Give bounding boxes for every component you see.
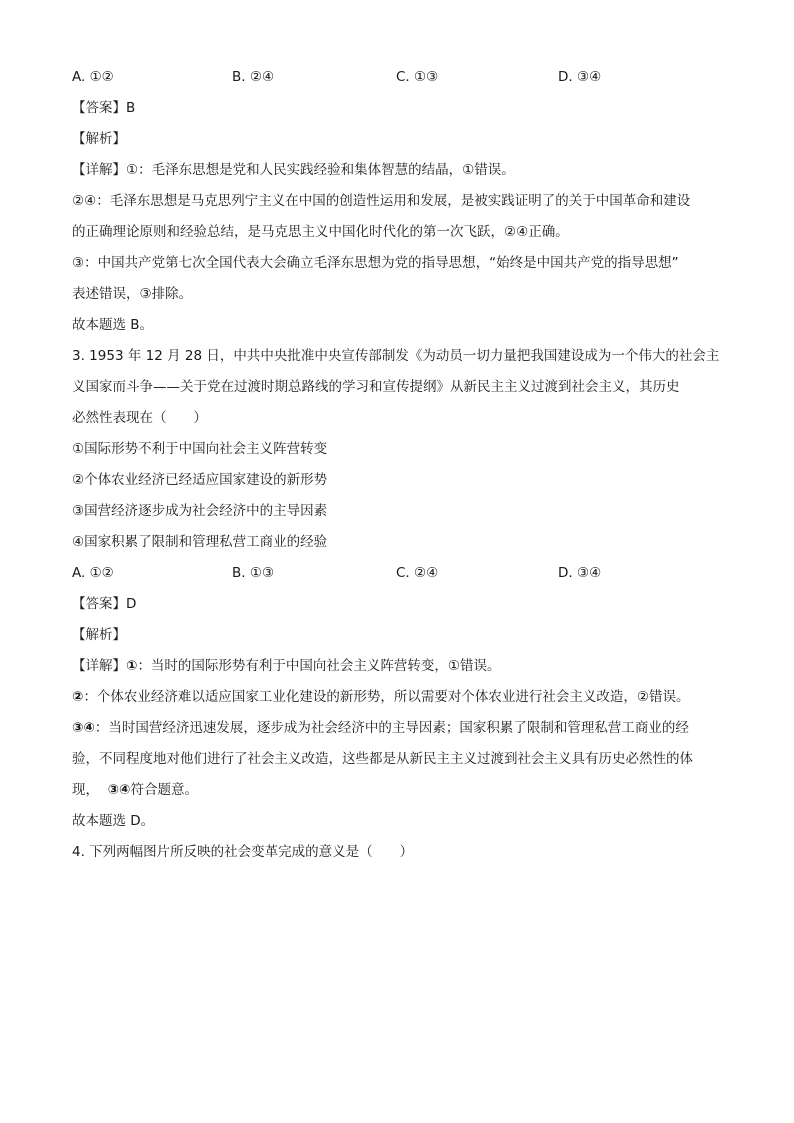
q3-option-a: A. ①② [72, 565, 114, 581]
q2-option-a: A. ①② [72, 69, 114, 85]
q3-stem-line-3: 必然性表现在（ ） [72, 410, 207, 426]
q2-answer [72, 93, 724, 124]
q3-detail-line-1 [72, 651, 724, 682]
q3-option-c: C. ②④ [396, 565, 439, 581]
q3-detail-mark-2: ② [72, 689, 84, 705]
document-page [72, 62, 724, 868]
q3-stem-line-1: 3. 1953 年 12 月 28 日，中共中央批准中央宣传部制发《为动员一切力量把我国建设成为一个伟大的社会主 [72, 348, 720, 364]
q3-detail-text-5-post: 符合题意。 [130, 782, 198, 798]
q3-detail-text-3: ：当时国营经济迅速发展，逐步成为社会经济中的主导因素；国家积累了限制和管理私营工商业的经 [94, 720, 689, 736]
q3-item-3: ③国营经济逐步成为社会经济中的主导因素 [72, 503, 328, 519]
q3-conclusion: 故本题选 D。 [72, 813, 155, 829]
q2-detail-line-1 [72, 155, 724, 186]
q3-answer [72, 589, 724, 620]
q3-option-b: B. ①③ [232, 565, 275, 581]
q2-answer-value: B [126, 100, 136, 116]
q3-item-4: ④国家积累了限制和管理私营工商业的经验 [72, 534, 328, 550]
q3-analysis-tag: 【解析】 [72, 627, 126, 643]
q3-detail-text-1: ：当时的国际形势有利于中国向社会主义阵营转变，①错误。 [137, 658, 501, 674]
q3-detail-mark-1: ① [126, 658, 138, 674]
q2-options [72, 62, 724, 93]
q3-detail-mark-3: ③④ [72, 720, 95, 736]
q3-detail-line-2 [72, 682, 724, 713]
q2-option-d: D. ③④ [558, 69, 602, 85]
q3-options [72, 558, 724, 589]
q3-detail-line-5 [72, 775, 724, 806]
q3-detail-line-4: 验，不同程度地对他们进行了社会主义改造，这些都是从新民主主义过渡到社会主义具有历史必然性的体 [72, 751, 693, 767]
q3-item-2: ②个体农业经济已经适应国家建设的新形势 [72, 472, 328, 488]
q2-analysis-tag: 【解析】 [72, 131, 126, 147]
q3-detail-text-2: ：个体农业经济难以适应国家工业化建设的新形势，所以需要对个体农业进行社会主义改造，②错误。 [83, 689, 690, 705]
q3-stem-line-2: 义国家而斗争——关于党在过渡时期总路线的学习和宣传提纲》从新民主主义过渡到社会主义，其历史 [72, 379, 680, 395]
q2-conclusion: 故本题选 B。 [72, 317, 154, 333]
q3-detail-text-5-pre: 现， [72, 782, 99, 798]
q3-option-d: D. ③④ [558, 565, 602, 581]
q2-option-b: B. ②④ [232, 69, 275, 85]
q3-detail-line-3 [72, 713, 724, 744]
q2-option-c: C. ①③ [396, 69, 439, 85]
q3-item-1: ①国际形势不利于中国向社会主义阵营转变 [72, 441, 328, 457]
q3-answer-tag: 【答案】 [72, 596, 126, 612]
q2-answer-tag: 【答案】 [72, 100, 126, 116]
q3-detail-tag: 【详解】 [72, 658, 126, 674]
q2-detail-line-2: ②④：毛泽东思想是马克思列宁主义在中国的创造性运用和发展，是被实践证明了的关于中国革命和建设 [72, 193, 691, 209]
q3-answer-value: D [126, 596, 137, 612]
q2-detail-line-3: 的正确理论原则和经验总结，是马克思主义中国化时代化的第一次飞跃，②④正确。 [72, 224, 569, 240]
q4-stem: 4. 下列两幅图片所反映的社会变革完成的意义是（ ） [72, 844, 414, 860]
q2-detail-line-5: 表述错误，③排除。 [72, 286, 193, 302]
q2-detail-line-4: ③：中国共产党第七次全国代表大会确立毛泽东思想为党的指导思想，“始终是中国共产党的指导思想” [72, 255, 679, 271]
q2-detail-text-1: ①：毛泽东思想是党和人民实践经验和集体智慧的结晶，①错误。 [126, 162, 515, 178]
q3-detail-mark-5: ③④ [107, 782, 131, 798]
q2-detail-tag: 【详解】 [72, 162, 126, 178]
